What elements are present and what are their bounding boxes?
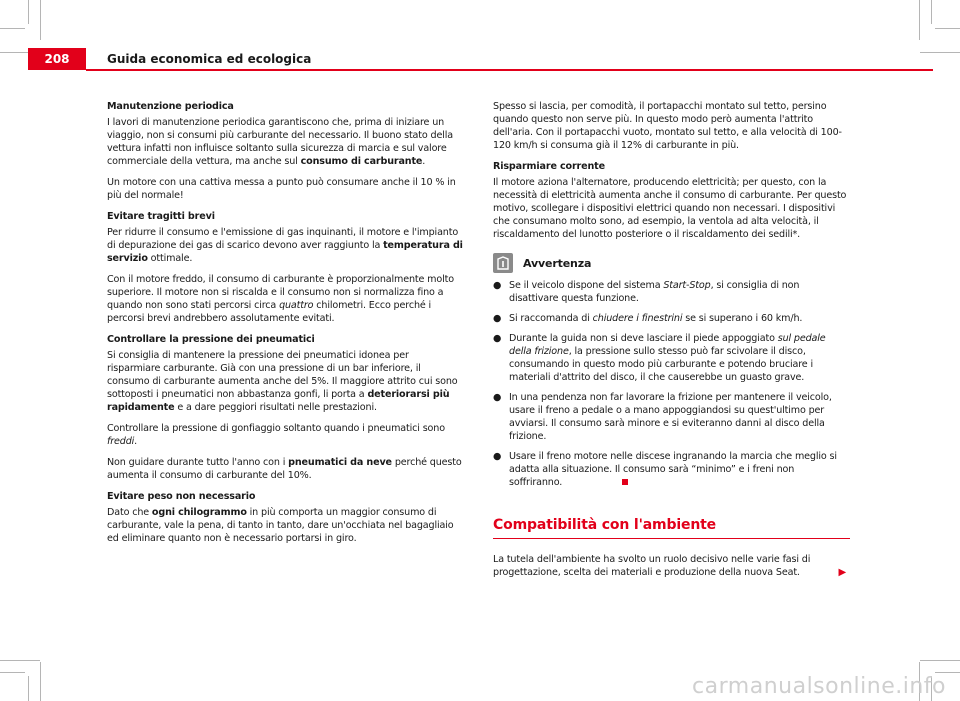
paragraph: Un motore con una cattiva messa a punto può consumare anche il 10 % in più del normale! (107, 177, 456, 201)
paragraph: Spesso si lascia, per comodità, il portapacchi montato sul tetto, persino quando questo non serve più. In questo modo però aumenta l'attrito dell'aria. Con il portapacchi vuoto, montato sul tetto, e alla velocità di 100-120 km/h si consuma già il 12% di carburante in più. (493, 101, 842, 151)
bold-text: deteriorarsi più rapidamente (107, 389, 450, 413)
bullet-dot: ● (493, 313, 502, 324)
bullet-dot: ● (493, 392, 502, 403)
italic-text: freddi (107, 436, 135, 447)
text: Si consiglia di mantenere la pressione dei pneumatici idonea per risparmiare carburante. Già con una pressione di un bar inferiore, il consumo di carburante aumenta anche del 5%. Il maggiore attrito cui sono sottoposti i pneumatici non abbastanza gonfi, li porta a (107, 350, 458, 400)
section-title: Compatibilità con l'ambiente (493, 517, 717, 533)
warning-bullet (493, 450, 850, 489)
heading-tragitti: Evitare tragitti brevi (107, 211, 215, 222)
text: Controllare la pressione di gonfiaggio soltanto quando i pneumatici sono (107, 423, 445, 434)
text: I lavori di manutenzione periodica garantiscono che, prima di iniziare un viaggio, non si consumi più carburante del necessario. Il buono stato della vettura infatti non influisce soltanto sulla sicurezza di marcia e sul valore commerciale della vettura, ma anche sul (107, 117, 453, 167)
text: se si superano i 60 km/h. (682, 313, 803, 324)
page-title: Guida economica ed ecologica (107, 52, 312, 66)
text: Si raccomanda di (509, 313, 593, 324)
header-rule (86, 69, 933, 71)
text: Usare il freno motore nelle discese ingranando la marcia che meglio si adatta alla situazione. Il consumo sarà “minimo” e i freni non soffriranno. (509, 451, 837, 488)
warning-header (493, 253, 850, 273)
bullet-dot: ● (493, 333, 502, 344)
heading-peso: Evitare peso non necessario (107, 491, 256, 502)
paragraph (107, 116, 464, 168)
bullet-dot: ● (493, 451, 502, 462)
page-number: 208 (44, 52, 70, 66)
italic-text: sul pedale della frizione (509, 333, 826, 357)
text: Se il veicolo dispone del sistema (509, 280, 664, 291)
warning-bullet (493, 312, 850, 325)
crop-mark (920, 52, 960, 53)
bold-text: temperatura di servizio (107, 240, 463, 264)
text: . (134, 436, 138, 447)
right-column (493, 100, 850, 587)
crop-mark (0, 28, 25, 29)
section-rule (493, 538, 850, 539)
crop-mark (920, 660, 960, 661)
watermark: carmanualsonline.info (692, 674, 946, 699)
text: . (422, 156, 426, 167)
text: In una pendenza non far lavorare la frizione per mantenere il veicolo, usare il freno a pedale o a mano appoggiandosi su quest'ultimo per avviarsi. Il consumo sarà minore e si eviteranno danni al disco della frizione. (509, 392, 832, 442)
crop-mark (28, 0, 29, 24)
crop-mark (935, 28, 960, 29)
text: in più comporta un maggior consumo di carburante, vale la pena, di tanto in tanto, dare un'occhiata nel bagagliaio ed eliminare quanto non è necessario portarsi in giro. (107, 507, 454, 544)
crop-mark (931, 0, 932, 24)
paragraph (107, 422, 464, 448)
text: Per ridurre il consumo e l'emissione di gas inquinanti, il motore e l'impianto di depurazione dei gas di scarico devono aver raggiunto la (107, 227, 459, 251)
crop-mark (28, 676, 29, 701)
heading-pneumatici: Controllare la pressione dei pneumatici (107, 334, 315, 345)
crop-mark (919, 0, 920, 40)
warning-bullet (493, 332, 850, 384)
text: ottimale. (147, 253, 193, 264)
paragraph (107, 456, 464, 482)
bold-text: pneumatici da neve (288, 457, 392, 468)
text: Durante la guida non si deve lasciare il piede appoggiato (509, 333, 778, 344)
continue-arrow-icon: ▶ (838, 567, 846, 578)
info-note-icon (493, 253, 513, 273)
paragraph (107, 349, 464, 414)
text: perché questo aumenta il consumo di carburante del 10%. (107, 457, 462, 481)
info-note-icon-svg (496, 256, 510, 270)
text: Con il motore freddo, il consumo di carburante è proporzionalmente molto superiore. Il motore non si riscalda e il consumo non si normalizza fino a quando non sono stati percorsi circa (107, 274, 454, 311)
crop-mark (40, 0, 41, 40)
italic-text: chiudere i finestrini (592, 313, 683, 324)
italic-text: Start-Stop (663, 280, 711, 291)
paragraph (107, 506, 464, 545)
section-compatibilita (493, 515, 850, 539)
paragraph: Il motore aziona l'alternatore, producendo elettricità; per questo, con la necessità di elettricità aumenta anche il consumo di carburante. Per questo motivo, scollegare i dispositivi elettrici quando non necessari. I dispositivi che consumano molto sono, ad esempio, la ventola ad alta velocità, il riscaldamento del lunotto posteriore o il riscaldamento dei sedili*. (493, 177, 847, 240)
end-square-icon (622, 479, 628, 485)
warning-bullet (493, 391, 850, 443)
heading-manutenzione: Manutenzione periodica (107, 101, 234, 112)
italic-text: quattro (279, 300, 314, 311)
paragraph (107, 226, 464, 265)
bullet-dot: ● (493, 280, 502, 291)
text: Non guidare durante tutto l'anno con i (107, 457, 289, 468)
bold-text: ogni chilogrammo (151, 507, 247, 518)
bold-text: consumo di carburante (300, 156, 423, 167)
text: chilometri. Ecco perché i percorsi brevi andrebbero assolutamente evitati. (107, 300, 432, 324)
text: , la pressione sullo stesso può far scivolare il disco, consumando in questo modo più carburante e potendo bruciare i materiali d'attrito del disco, il che causerebbe un guasto grave. (509, 346, 813, 383)
crop-mark (0, 672, 25, 673)
text: , si consiglia di non disattivare questa funzione. (509, 280, 800, 304)
left-column (107, 100, 464, 553)
text: Dato che (107, 507, 152, 518)
paragraph (493, 553, 850, 579)
crop-mark (40, 662, 41, 701)
text: La tutela dell'ambiente ha svolto un ruolo decisivo nelle varie fasi di progettazione, scelta dei materiali e produzione della nuova Seat. (493, 554, 811, 578)
warning-title: Avvertenza (523, 256, 592, 270)
paragraph (107, 273, 464, 325)
heading-corrente: Risparmiare corrente (493, 161, 605, 172)
text: e a dare peggiori risultati nelle prestazioni. (174, 402, 377, 413)
crop-mark (0, 660, 40, 661)
warning-bullet (493, 279, 850, 305)
crop-mark (935, 672, 960, 673)
